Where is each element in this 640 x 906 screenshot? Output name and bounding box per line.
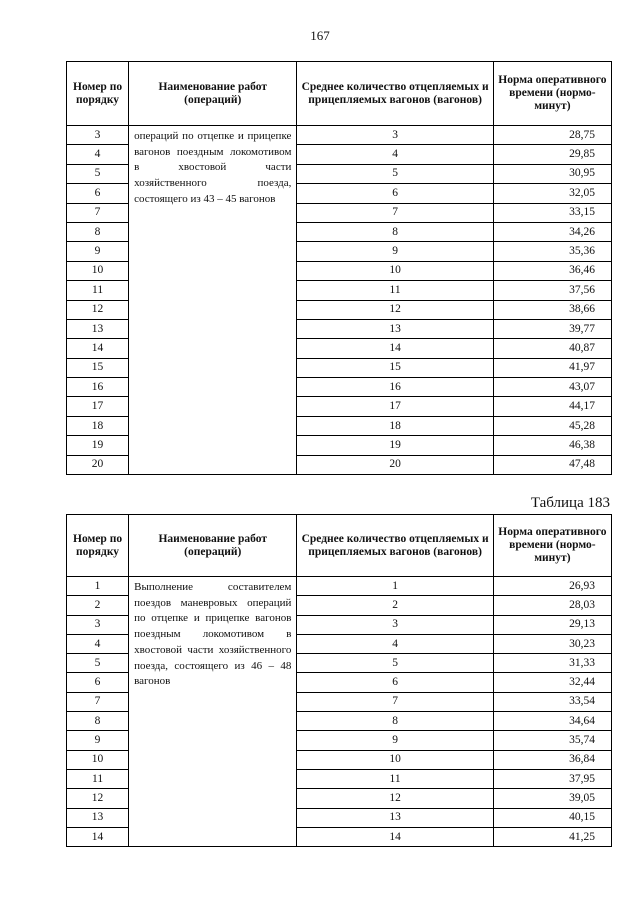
wagon-count: 12 — [297, 789, 493, 808]
work-description: Выполнение составителем поездов маневровых операций по отцепке и прицепке вагонов поездным локомотивом в хвостовой части хозяйственного поезда, состоящего из 46 – 48 вагонов — [129, 577, 297, 847]
wagon-count: 8 — [297, 222, 493, 241]
norm-time: 30,95 — [493, 164, 611, 183]
norm-time: 36,46 — [493, 261, 611, 280]
table-header-row — [67, 62, 612, 126]
norm-time: 46,38 — [493, 436, 611, 455]
norm-time: 39,05 — [493, 789, 611, 808]
row-number: 8 — [67, 222, 129, 241]
wagon-count: 6 — [297, 184, 493, 203]
norm-time: 34,64 — [493, 712, 611, 731]
wagon-count: 11 — [297, 281, 493, 300]
row-number: 7 — [67, 203, 129, 222]
row-number: 10 — [67, 261, 129, 280]
wagon-count: 18 — [297, 416, 493, 435]
row-number: 9 — [67, 242, 129, 261]
norm-time: 35,36 — [493, 242, 611, 261]
wagon-count: 13 — [297, 808, 493, 827]
row-number: 14 — [67, 339, 129, 358]
norm-time: 34,26 — [493, 222, 611, 241]
wagon-count: 3 — [297, 126, 493, 145]
row-number: 5 — [67, 654, 129, 673]
header-count: Среднее количество отцепляемых и прицепляемых вагонов (вагонов) — [297, 515, 493, 577]
row-number: 14 — [67, 827, 129, 846]
row-number: 13 — [67, 808, 129, 827]
wagon-count: 10 — [297, 750, 493, 769]
row-number: 11 — [67, 769, 129, 788]
row-number: 6 — [67, 184, 129, 203]
norm-time: 30,23 — [493, 634, 611, 653]
wagon-count: 5 — [297, 654, 493, 673]
row-number: 7 — [67, 692, 129, 711]
table-caption: Таблица 183 — [530, 495, 610, 511]
row-number: 11 — [67, 281, 129, 300]
row-number: 12 — [67, 300, 129, 319]
row-number: 8 — [67, 712, 129, 731]
norm-time: 47,48 — [493, 455, 611, 474]
work-description: операций по отцепке и прицепке вагонов поездным локомотивом в хвостовой части хозяйственного поезда, состоящего из 43 – 45 вагонов — [129, 126, 297, 475]
row-number: 10 — [67, 750, 129, 769]
row-number: 4 — [67, 145, 129, 164]
wagon-count: 4 — [297, 145, 493, 164]
norm-time: 32,05 — [493, 184, 611, 203]
header-num: Номер по порядку — [67, 515, 129, 577]
norm-time: 41,97 — [493, 358, 611, 377]
norm-time: 44,17 — [493, 397, 611, 416]
norm-time: 33,15 — [493, 203, 611, 222]
norm-time: 40,87 — [493, 339, 611, 358]
norm-time: 45,28 — [493, 416, 611, 435]
header-norm: Норма оперативного времени (нормо-минут) — [493, 62, 611, 126]
wagon-count: 9 — [297, 731, 493, 750]
row-number: 4 — [67, 634, 129, 653]
norm-time: 32,44 — [493, 673, 611, 692]
wagon-count: 17 — [297, 397, 493, 416]
norms-table-183 — [66, 514, 612, 847]
norm-time: 31,33 — [493, 654, 611, 673]
norm-time: 29,13 — [493, 615, 611, 634]
page-number: 167 — [310, 28, 330, 43]
wagon-count: 15 — [297, 358, 493, 377]
wagon-count: 14 — [297, 339, 493, 358]
wagon-count: 14 — [297, 827, 493, 846]
row-number: 9 — [67, 731, 129, 750]
norm-time: 41,25 — [493, 827, 611, 846]
row-number: 19 — [67, 436, 129, 455]
row-number: 5 — [67, 164, 129, 183]
norm-time: 40,15 — [493, 808, 611, 827]
wagon-count: 7 — [297, 203, 493, 222]
row-number: 3 — [67, 615, 129, 634]
header-work: Наименование работ (операций) — [129, 62, 297, 126]
table-body — [67, 577, 612, 847]
header-count: Среднее количество отцепляемых и прицепляемых вагонов (вагонов) — [297, 62, 493, 126]
wagon-count: 19 — [297, 436, 493, 455]
norm-time: 37,56 — [493, 281, 611, 300]
row-number: 2 — [67, 596, 129, 615]
wagon-count: 11 — [297, 769, 493, 788]
wagon-count: 6 — [297, 673, 493, 692]
table-row — [67, 126, 612, 145]
norm-time: 35,74 — [493, 731, 611, 750]
row-number: 16 — [67, 378, 129, 397]
row-number: 1 — [67, 577, 129, 596]
norm-time: 39,77 — [493, 319, 611, 338]
table-header-row — [67, 515, 612, 577]
norms-table-continued — [66, 61, 612, 475]
wagon-count: 8 — [297, 712, 493, 731]
norm-time: 43,07 — [493, 378, 611, 397]
wagon-count: 13 — [297, 319, 493, 338]
wagon-count: 4 — [297, 634, 493, 653]
header-num: Номер по порядку — [67, 62, 129, 126]
wagon-count: 5 — [297, 164, 493, 183]
wagon-count: 20 — [297, 455, 493, 474]
norm-time: 26,93 — [493, 577, 611, 596]
header-norm: Норма оперативного времени (нормо-минут) — [493, 515, 611, 577]
wagon-count: 3 — [297, 615, 493, 634]
row-number: 15 — [67, 358, 129, 377]
row-number: 3 — [67, 126, 129, 145]
row-number: 17 — [67, 397, 129, 416]
table-row — [67, 577, 612, 596]
table-body — [67, 126, 612, 475]
norm-time: 29,85 — [493, 145, 611, 164]
norm-time: 28,03 — [493, 596, 611, 615]
norm-time: 36,84 — [493, 750, 611, 769]
row-number: 6 — [67, 673, 129, 692]
wagon-count: 7 — [297, 692, 493, 711]
wagon-count: 1 — [297, 577, 493, 596]
wagon-count: 12 — [297, 300, 493, 319]
norm-time: 38,66 — [493, 300, 611, 319]
row-number: 13 — [67, 319, 129, 338]
norm-time: 33,54 — [493, 692, 611, 711]
wagon-count: 2 — [297, 596, 493, 615]
wagon-count: 16 — [297, 378, 493, 397]
wagon-count: 10 — [297, 261, 493, 280]
norm-time: 37,95 — [493, 769, 611, 788]
row-number: 18 — [67, 416, 129, 435]
norm-time: 28,75 — [493, 126, 611, 145]
wagon-count: 9 — [297, 242, 493, 261]
row-number: 20 — [67, 455, 129, 474]
header-work: Наименование работ (операций) — [129, 515, 297, 577]
row-number: 12 — [67, 789, 129, 808]
